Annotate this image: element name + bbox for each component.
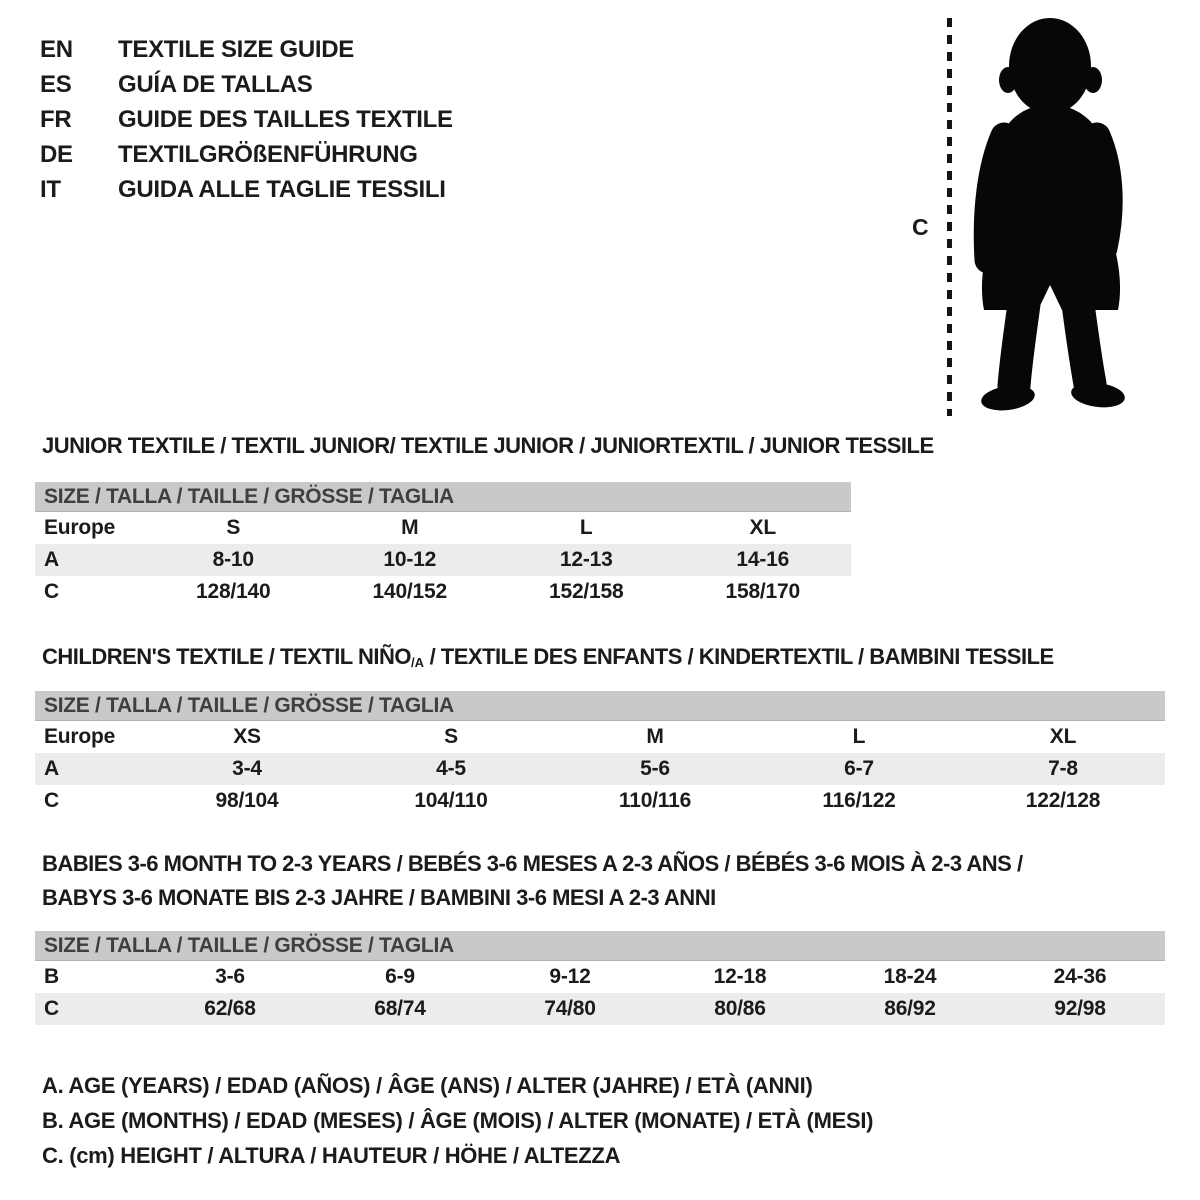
- age-cell: 10-12: [383, 548, 437, 571]
- size-cell: XS: [233, 725, 261, 748]
- title-text: / TEXTILE DES ENFANTS / KINDERTEXTIL / BAMBINI TESSILE: [423, 644, 1054, 669]
- size-cell: M: [646, 725, 664, 748]
- months-cell: 9-12: [549, 965, 591, 988]
- title-text: CHILDREN'S TEXTILE / TEXTIL NIÑO: [42, 644, 411, 669]
- height-cell: 62/68: [204, 997, 256, 1020]
- size-cell: L: [579, 516, 593, 539]
- age-cell: 12-13: [559, 548, 613, 571]
- height-cell: 128/140: [195, 580, 271, 603]
- guide-title: GUIDA ALLE TAGLIE TESSILI: [118, 176, 446, 203]
- guide-title: GUIDE DES TAILLES TEXTILE: [118, 106, 453, 133]
- height-measure-label: C: [912, 214, 929, 240]
- height-cell: 86/92: [884, 997, 936, 1020]
- size-table-header: SIZE / TALLA / TAILLE / GRÖSSE / TAGLIA: [35, 691, 1165, 721]
- table-row-height: [35, 785, 1165, 817]
- height-cell: 98/104: [215, 789, 279, 812]
- age-cell: 6-7: [844, 757, 874, 780]
- table-row-height: [35, 993, 1165, 1025]
- language-code: DE: [40, 141, 73, 168]
- size-table-header: SIZE / TALLA / TAILLE / GRÖSSE / TAGLIA: [35, 931, 1165, 961]
- language-row: [40, 102, 453, 137]
- height-cell: 92/98: [1054, 997, 1106, 1020]
- language-title-list: [40, 32, 453, 207]
- months-cell: 24-36: [1053, 965, 1107, 988]
- height-cell: 158/170: [725, 580, 800, 603]
- age-cell: 3-4: [232, 757, 262, 780]
- size-cell: XL: [749, 516, 776, 539]
- size-table-junior: [35, 482, 851, 608]
- language-code: ES: [40, 71, 72, 98]
- size-cell: S: [226, 516, 241, 539]
- row-label: C: [44, 789, 59, 812]
- height-cell: 74/80: [544, 997, 596, 1020]
- legend-line-age-months: B. AGE (MONTHS) / EDAD (MESES) / ÂGE (MOIS) / ALTER (MONATE) / ETÀ (MESI): [42, 1108, 874, 1133]
- section-title-children: [42, 644, 1054, 670]
- language-row: [40, 137, 453, 172]
- height-cell: 116/122: [822, 789, 896, 812]
- title-line-1: BABIES 3-6 MONTH TO 2-3 YEARS / BEBÉS 3-6 MESES A 2-3 AÑOS / BÉBÉS 3-6 MOIS À 2-3 ANS /: [42, 851, 1023, 876]
- height-cell: 110/116: [618, 789, 692, 812]
- legend: [42, 1068, 873, 1173]
- toddler-silhouette: [963, 14, 1141, 420]
- size-cell: S: [444, 725, 458, 748]
- table-row-europe: [35, 721, 1165, 753]
- size-table-babies: [35, 931, 1165, 1025]
- language-code: EN: [40, 36, 73, 63]
- size-table-header: SIZE / TALLA / TAILLE / GRÖSSE / TAGLIA: [35, 482, 851, 512]
- age-cell: 8-10: [212, 548, 254, 571]
- height-cell: 68/74: [374, 997, 426, 1020]
- row-label: A: [44, 548, 59, 571]
- language-row: [40, 67, 453, 102]
- title-subscript: /A: [410, 655, 424, 670]
- height-cell: 104/110: [414, 789, 488, 812]
- section-title-babies: [42, 847, 1023, 915]
- row-label: Europe: [44, 516, 116, 539]
- height-cell: 80/86: [714, 997, 766, 1020]
- height-cell: 152/158: [548, 580, 624, 603]
- language-code: IT: [40, 176, 61, 203]
- table-row-age: [35, 544, 851, 576]
- size-cell: M: [401, 516, 419, 539]
- guide-title: TEXTILE SIZE GUIDE: [118, 36, 354, 63]
- age-cell: 4-5: [436, 757, 466, 780]
- months-cell: 12-18: [713, 965, 767, 988]
- language-row: [40, 172, 453, 207]
- height-dashed-line: [947, 18, 952, 416]
- table-row-months: [35, 961, 1165, 993]
- months-cell: 18-24: [883, 965, 937, 988]
- table-row-height: [35, 576, 851, 608]
- row-label: C: [44, 997, 59, 1020]
- legend-line-age-years: A. AGE (YEARS) / EDAD (AÑOS) / ÂGE (ANS) / ALTER (JAHRE) / ETÀ (ANNI): [42, 1073, 813, 1098]
- guide-title: TEXTILGRÖßENFÜHRUNG: [118, 141, 418, 168]
- legend-line-height: C. (cm) HEIGHT / ALTURA / HAUTEUR / HÖHE / ALTEZZA: [42, 1143, 621, 1168]
- language-row: [40, 32, 453, 67]
- title-line-2: BABYS 3-6 MONATE BIS 2-3 JAHRE / BAMBINI 3-6 MESI A 2-3 ANNI: [42, 885, 716, 910]
- language-code: FR: [40, 106, 72, 133]
- age-cell: 5-6: [640, 757, 670, 780]
- section-title-junior: JUNIOR TEXTILE / TEXTIL JUNIOR/ TEXTILE JUNIOR / JUNIORTEXTIL / JUNIOR TESSILE: [42, 433, 934, 458]
- row-label: A: [44, 757, 59, 780]
- table-row-age: [35, 753, 1165, 785]
- height-cell: 140/152: [372, 580, 447, 603]
- size-cell: L: [852, 725, 866, 748]
- months-cell: 6-9: [385, 965, 415, 988]
- table-row-europe: [35, 512, 851, 544]
- age-cell: 14-16: [736, 548, 790, 571]
- row-label: Europe: [44, 725, 116, 748]
- age-cell: 7-8: [1048, 757, 1078, 780]
- months-cell: 3-6: [215, 965, 245, 988]
- row-label: B: [44, 965, 59, 988]
- height-cell: 122/128: [1025, 789, 1101, 812]
- size-cell: XL: [1049, 725, 1077, 748]
- guide-title: GUÍA DE TALLAS: [118, 71, 313, 98]
- size-table-children: [35, 691, 1165, 817]
- row-label: C: [44, 580, 59, 603]
